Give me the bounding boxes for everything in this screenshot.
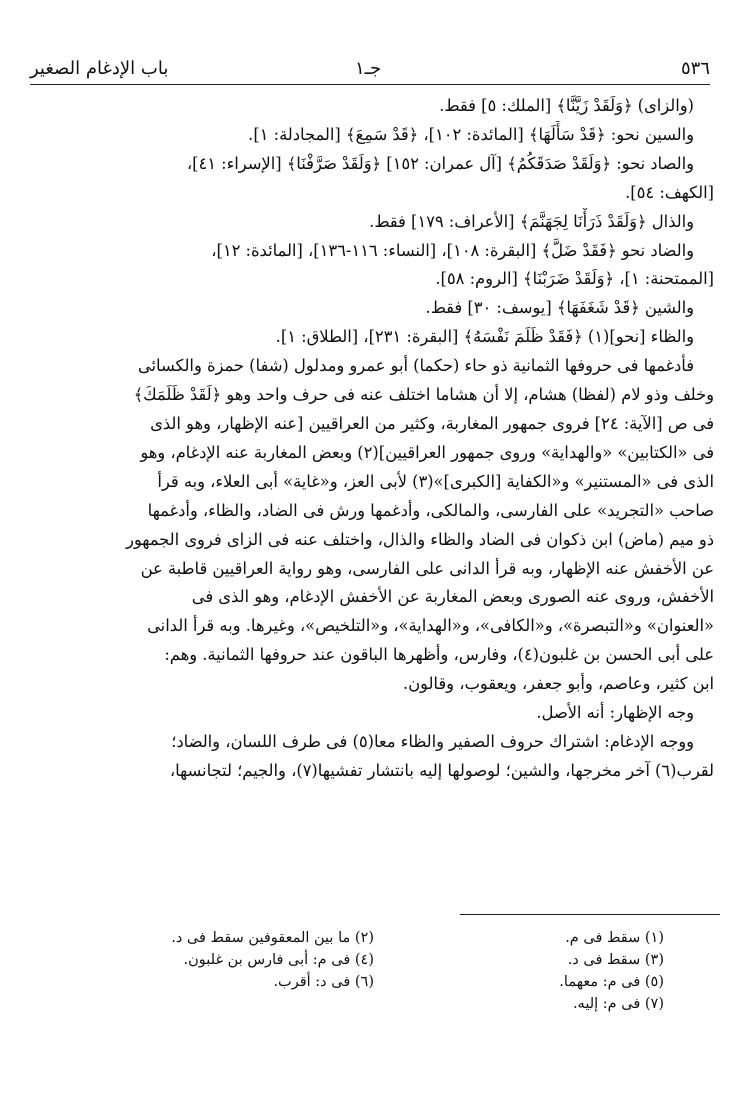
page-number: ٥٣٦	[680, 58, 710, 79]
footnote: (٥) فى م: معهما.	[559, 974, 664, 990]
text-line: ذو ميم (ماض) ابن ذكوان فى الضاد والظاء والذال، واختلف عنه فى الزاى فروى الجمهور	[125, 529, 714, 549]
footnote: (٣) سقط فى د.	[567, 952, 664, 968]
text-line: ووجه الإدغام: اشتراك حروف الصفير والظاء معا(٥) فى طرف اللسان، والضاد؛	[171, 731, 694, 751]
footnote: (٢) ما بين المعقوفين سقط فى د.	[171, 930, 374, 946]
text-line: فأدغمها فى حروفها الثمانية ذو حاء (حكما) أبو عمرو ومدلول (شفا) حمزة والكسائى	[137, 356, 694, 376]
text-line: الأخفش، وروى عنه الصورى وبعض المغاربة عن الأخفش الإدغام، وهو الذى فى	[191, 587, 714, 607]
text-line: (والزاى) ﴿وَلَقَدْ زَيَّنَّا﴾ [الملك: ٥] فقط.	[439, 96, 694, 115]
footnote-divider	[460, 914, 720, 915]
text-line: ابن كثير، وعاصم، وأبو جعفر، ويعقوب، وقالون.	[402, 674, 714, 694]
footnotes-right-column	[559, 927, 664, 1015]
text-line: وجه الإظهار: أنه الأصل.	[536, 703, 694, 723]
text-line: «العنوان» و«التبصرة»، و«الكافى»، و«الهداية»، و«التلخيص»، وغيرها. وبه قرأ الدانى	[147, 616, 714, 636]
text-line: فى ص [الآية: ٢٤] فروى جمهور المغاربة، وكثير من العراقيين [عنه الإظهار، وهو الذى	[150, 413, 714, 433]
text-line: صاحب «التجريد» على الفارسى، والمالكى، وأدغمها ورش فى الضاد، والظاء، وأدغمها	[147, 500, 714, 520]
text-line: لقرب(٦) آخر مخرجها، والشين؛ لوصولها إليه بانتشار تفشيها(٧)، والجيم؛ لتجانسها،	[169, 760, 714, 780]
text-line: والصاد نحو: ﴿وَلَقَدْ صَدَقَكُمُ﴾ [آل عمران: ١٥٢] ﴿وَلَقَدْ صَرَّفْنَا﴾ [الإسراء: ٤١]،	[186, 153, 694, 173]
text-line: [الممتحنة: ١]، ﴿وَلَقَدْ ضَرَبْنَا﴾ [الروم: ٥٨].	[435, 269, 714, 289]
main-text	[30, 92, 714, 786]
volume-label: جـ١	[355, 58, 382, 79]
text-line: والضاد نحو ﴿فَقَدْ ضَلَّ﴾ [البقرة: ١٠٨]، [النساء: ١١٦-١٣٦]، [المائدة: ١٢]،	[211, 240, 694, 260]
chapter-title: باب الإدغام الصغير	[30, 58, 169, 79]
text-line: والسين نحو: ﴿قَدْ سَأَلَهَا﴾ [المائدة: ١٠٢]، ﴿قَدْ سَمِعَ﴾ [المجادلة: ١].	[248, 124, 694, 144]
footnote: (٧) فى م: إليه.	[572, 996, 664, 1012]
text-line: وخلف وذو لام (لفظا) هشام، إلا أن هشاما اختلف عنه فى حرف واحد وهو ﴿لَقَدْ ظَلَمَكَ﴾	[133, 385, 714, 405]
text-line: [الكهف: ٥٤].	[625, 182, 714, 202]
text-line: الذى فى «المستنير» و«الكفاية [الكبرى]»(٣) لأبى العز، و«غاية» أبى العلاء، وبه قرأ	[157, 471, 714, 491]
text-line: والذال ﴿وَلَقَدْ ذَرَأْنَا لِجَهَنَّمَ﴾ [الأعراف: ١٧٩] فقط.	[369, 211, 694, 231]
text-line: عن الأخفش عنه الإظهار، وبه قرأ الدانى على الفارسى، وهو رواية العراقيين قاطبة عن	[140, 558, 714, 578]
running-header	[30, 52, 710, 85]
footnote: (١) سقط فى م.	[565, 930, 664, 946]
text-line: فى «الكتابين» «والهداية» وروى جمهور العراقيين](٢) وبعض المغاربة عنه الإدغام، وهو	[140, 442, 714, 462]
footnotes-left-column	[171, 927, 374, 993]
text-line: على أبى الحسن بن غلبون(٤)، وفارس، وأظهرها الباقون عند حروفها الثمانية. وهم:	[164, 645, 714, 665]
footnote: (٦) فى د: أقرب.	[273, 974, 374, 990]
text-line: والشين ﴿قَدْ شَغَفَهَا﴾ [يوسف: ٣٠] فقط.	[425, 298, 694, 318]
footnote: (٤) فى م: أبى فارس بن غلبون.	[183, 952, 374, 968]
text-line: والظاء [نحو](١) ﴿فَقَدْ ظَلَمَ نَفْسَهُ﴾ [البقرة: ٢٣١]، [الطلاق: ١].	[275, 327, 694, 347]
